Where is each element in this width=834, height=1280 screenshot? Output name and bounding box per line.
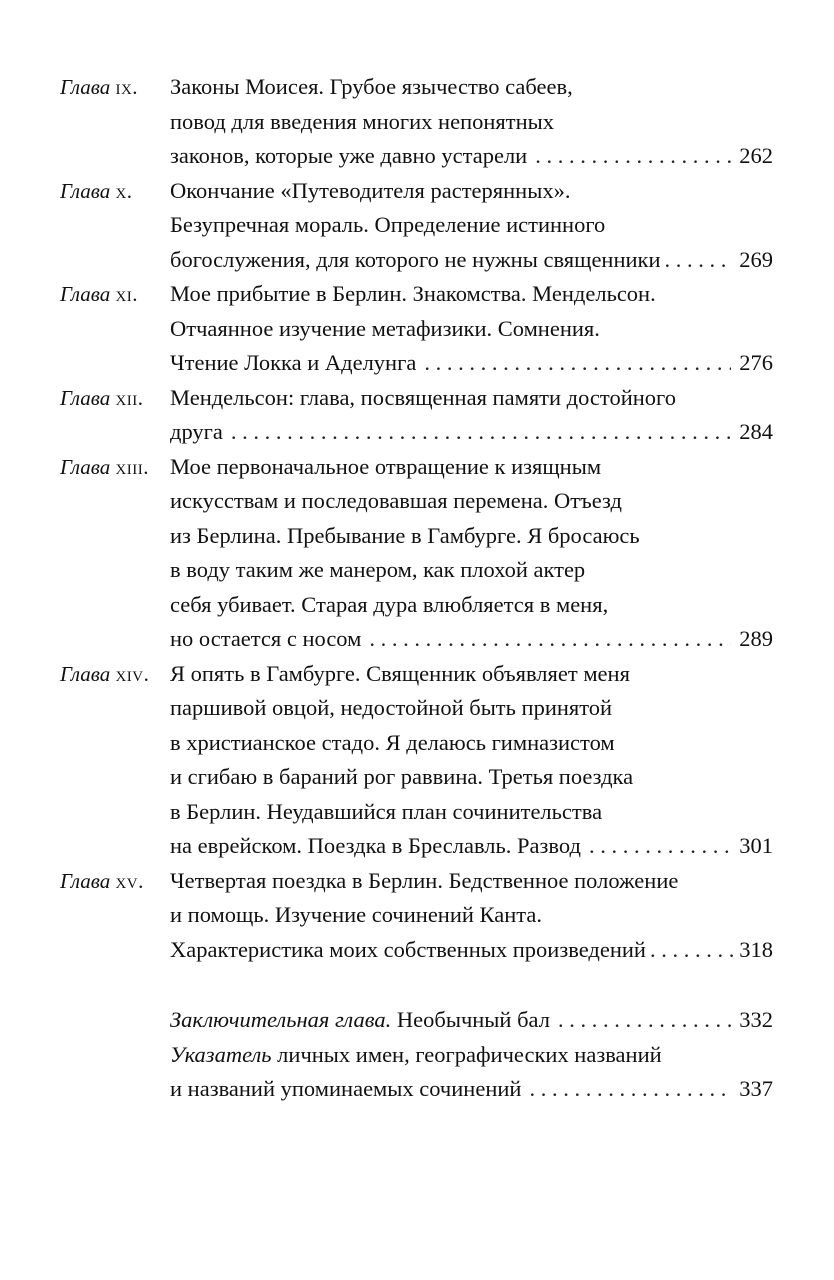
page-number: 318 xyxy=(739,936,773,962)
entry-last-line: друга . . . 284 xyxy=(170,415,773,450)
entry-line: Мендельсон: глава, посвященная памяти достойного xyxy=(170,384,676,410)
entry-last-line: законов, которые уже давно устарели . . . 262 xyxy=(170,139,773,174)
entry-line: и сгибаю в бараний рог раввина. Третья поездка xyxy=(170,764,634,789)
toc-entry-index xyxy=(0,1038,834,1107)
entry-line: Я опять в Гамбурге. Священник объявляет меня xyxy=(170,660,630,686)
entry-last-line: на еврейском. Поездка в Бреславль. Развод . . . 301 xyxy=(170,829,773,864)
entry-line: в Берлин. Неудавшийся план сочинительства xyxy=(170,798,603,824)
chapter-label: Глава ix. xyxy=(60,75,139,99)
dot-leader xyxy=(589,829,731,864)
entry-line: Окончание «Путеводителя растерянных». xyxy=(170,177,571,203)
toc-entry-final-chapter xyxy=(0,1003,834,1038)
entry-last-line: Чтение Локка и Аделунга . . . 276 xyxy=(170,346,773,381)
entry-line: паршивой овцой, недостойной быть принятой xyxy=(170,695,613,720)
page-number: 269 xyxy=(739,246,773,272)
page-number: 262 xyxy=(739,143,773,168)
entry-last-line: Характеристика моих собственных произведений . . . 318 xyxy=(170,933,773,968)
chapter-label: Глава xi. xyxy=(60,282,139,306)
final-chapter-label: Заключительная глава. xyxy=(170,1007,392,1032)
final-chapter-title: Необычный бал xyxy=(396,1007,550,1032)
entry-line: искусствам и последовавшая перемена. Отъезд xyxy=(170,488,622,513)
chapter-label: Глава xii. xyxy=(60,385,144,410)
table-of-contents xyxy=(0,70,834,1107)
entry-last-line: и названий упоминаемых сочинений . . . 337 xyxy=(170,1072,773,1107)
chapter-label: Глава xiii. xyxy=(60,454,150,479)
chapter-label: Глава xiv. xyxy=(60,661,150,686)
page-number: 332 xyxy=(739,1007,773,1032)
toc-entry-chapter-14 xyxy=(0,657,834,864)
toc-entry-chapter-13 xyxy=(0,450,834,657)
entry-last-line: богослужения, для которого не нужны священники . . . 269 xyxy=(170,243,773,278)
entry-line: Мое прибытие в Берлин. Знакомства. Мендельсон. xyxy=(170,281,656,306)
page-number: 276 xyxy=(739,350,773,375)
entry-line: Безупречная мораль. Определение истинного xyxy=(170,212,606,237)
entry-line: Четвертая поездка в Берлин. Бедственное положение xyxy=(170,867,679,893)
entry-last-line: но остается с носом . . . 289 xyxy=(170,622,773,657)
entry-line: и помощь. Изучение сочинений Канта. xyxy=(170,902,543,927)
entry-line: Отчаянное изучение метафизики. Сомнения. xyxy=(170,315,600,341)
toc-entry-chapter-9 xyxy=(0,70,834,174)
dot-leader xyxy=(535,139,731,174)
index-label: Указатель xyxy=(170,1041,272,1067)
entry-line: Законы Моисея. Грубое язычество сабеев, xyxy=(170,74,573,99)
toc-entry-chapter-15 xyxy=(0,864,834,968)
dot-leader xyxy=(369,622,731,657)
entry-line: Мое первоначальное отвращение к изящным xyxy=(170,453,602,479)
chapter-label: Глава x. xyxy=(60,178,133,203)
page-number: 301 xyxy=(739,833,773,858)
page-number: 337 xyxy=(739,1076,773,1101)
toc-entry-chapter-11 xyxy=(0,277,834,381)
entry-line: повод для введения многих непонятных xyxy=(170,108,555,134)
entry-line: в воду таким же манером, как плохой актер xyxy=(170,557,586,582)
toc-entry-chapter-12 xyxy=(0,381,834,450)
dot-leader xyxy=(424,346,731,381)
page-number: 284 xyxy=(739,419,773,444)
entry-last-line xyxy=(170,1003,773,1038)
dot-leader xyxy=(231,415,731,450)
dot-leader xyxy=(558,1003,731,1038)
toc-entry-chapter-10 xyxy=(0,174,834,278)
chapter-label: Глава xv. xyxy=(60,868,144,893)
dot-leader xyxy=(665,243,733,278)
page-number: 289 xyxy=(739,626,773,651)
entry-line: Указатель личных имен, географических названий xyxy=(170,1041,662,1067)
entry-line: себя убивает. Старая дура влюбляется в меня, xyxy=(170,591,609,617)
dot-leader xyxy=(650,933,733,968)
entry-line: в христианское стадо. Я делаюсь гимназистом xyxy=(170,729,615,755)
entry-line: из Берлина. Пребывание в Гамбурге. Я бросаюсь xyxy=(170,522,640,548)
section-spacer xyxy=(0,967,834,1003)
dot-leader xyxy=(529,1072,731,1107)
